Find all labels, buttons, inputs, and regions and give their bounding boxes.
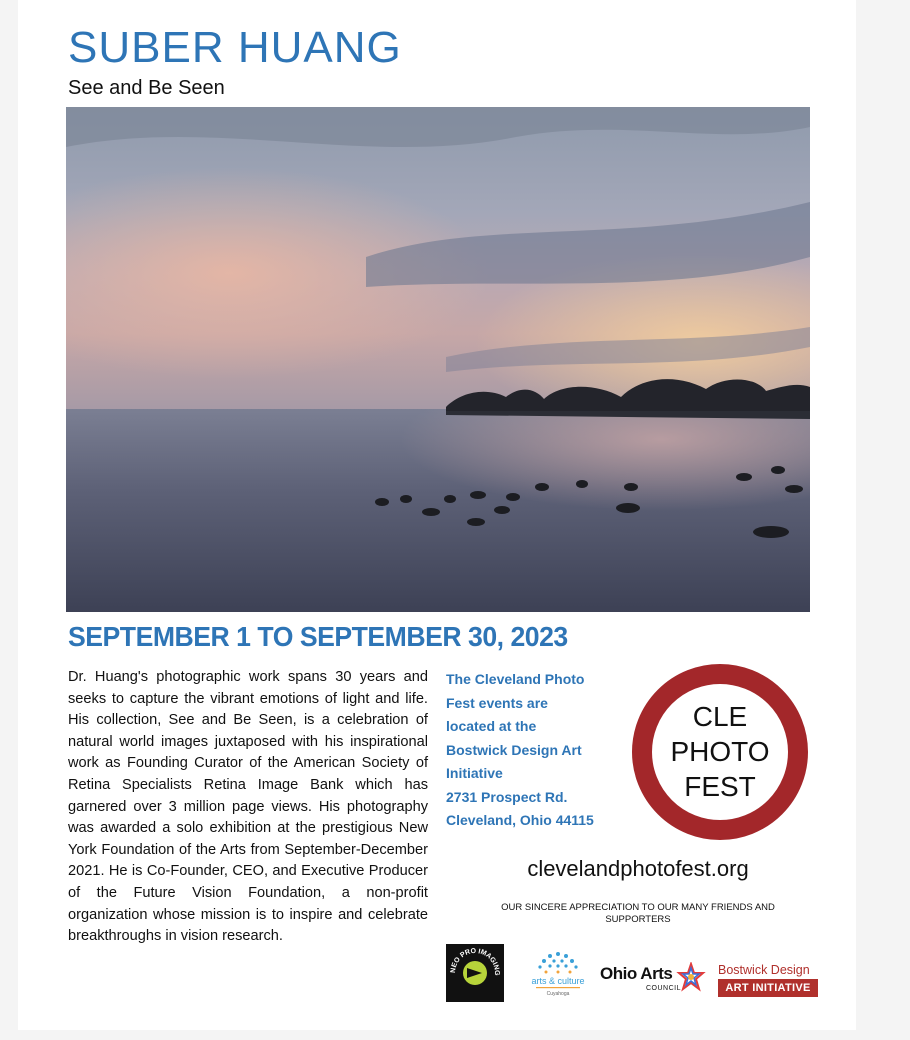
sunset-lake-photo [66, 107, 810, 612]
arts-culture-text: arts & culture [531, 976, 585, 986]
ohio-arts-star-icon [676, 962, 706, 992]
supporters-thanks: OUR SINCERE APPRECIATION TO OUR MANY FRIENDS AND SUPPORTERS [501, 902, 775, 925]
venue-line: located at the [446, 718, 537, 734]
ohio-arts-sub: COUNCIL [646, 985, 682, 992]
exhibition-dates: SEPTEMBER 1 TO SEPTEMBER 30, 2023 [68, 621, 568, 652]
venue-line: Bostwick Design Art [446, 741, 582, 758]
venue-line: Fest events are [446, 694, 548, 711]
neo-pro-imaging-text: NEO PRO IMAGING [449, 947, 501, 976]
logo-line: CLE [692, 701, 748, 732]
arts-culture-logo [520, 946, 596, 998]
venue-line: The Cleveland Photo [446, 671, 585, 687]
logo-line: FEST [684, 771, 756, 802]
ohio-arts-name: Ohio Arts [600, 964, 673, 983]
venue-line: Cleveland, Ohio 44115 [446, 812, 594, 828]
collection-title: See and Be Seen [68, 77, 225, 99]
venue-info [446, 668, 636, 833]
artist-bio: Dr. Huang's photographic work spans 30 years and seeks to capture the vibrant emotions of light and life. His collection, See and Be Seen, is a celebration of natural world images juxtaposed with his inspirational work as Founding Curator of the American Society of Retina Specialists Retina Image Bank which has garnered over 3 million page views. His photography was awarded a solo exhibition at the prestigious New York Foundation of the Arts from September-December 2021. He is Co-Founder, CEO, and Executive Producer of the Future Vision Foundation, a non-profit organization whose mission is to inspire and celebrate breakthroughs in vision research. [68, 669, 428, 945]
cle-photo-fest-logo [630, 662, 810, 842]
neo-pro-imaging-logo [446, 944, 504, 1002]
arts-culture-sub: Cuyahoga [546, 991, 570, 997]
bostwick-design-name: Bostwick Design [718, 963, 810, 977]
website-link[interactable]: clevelandphotofest.org [527, 856, 749, 881]
venue-line: 2731 Prospect Rd. [446, 788, 568, 805]
bostwick-art-initiative-tag: ART INITIATIVE [718, 979, 818, 997]
poster-page [18, 0, 856, 1030]
logo-line: PHOTO [670, 736, 770, 767]
artist-name: SUBER HUANG [68, 23, 402, 72]
venue-line: Initiative [446, 765, 503, 781]
